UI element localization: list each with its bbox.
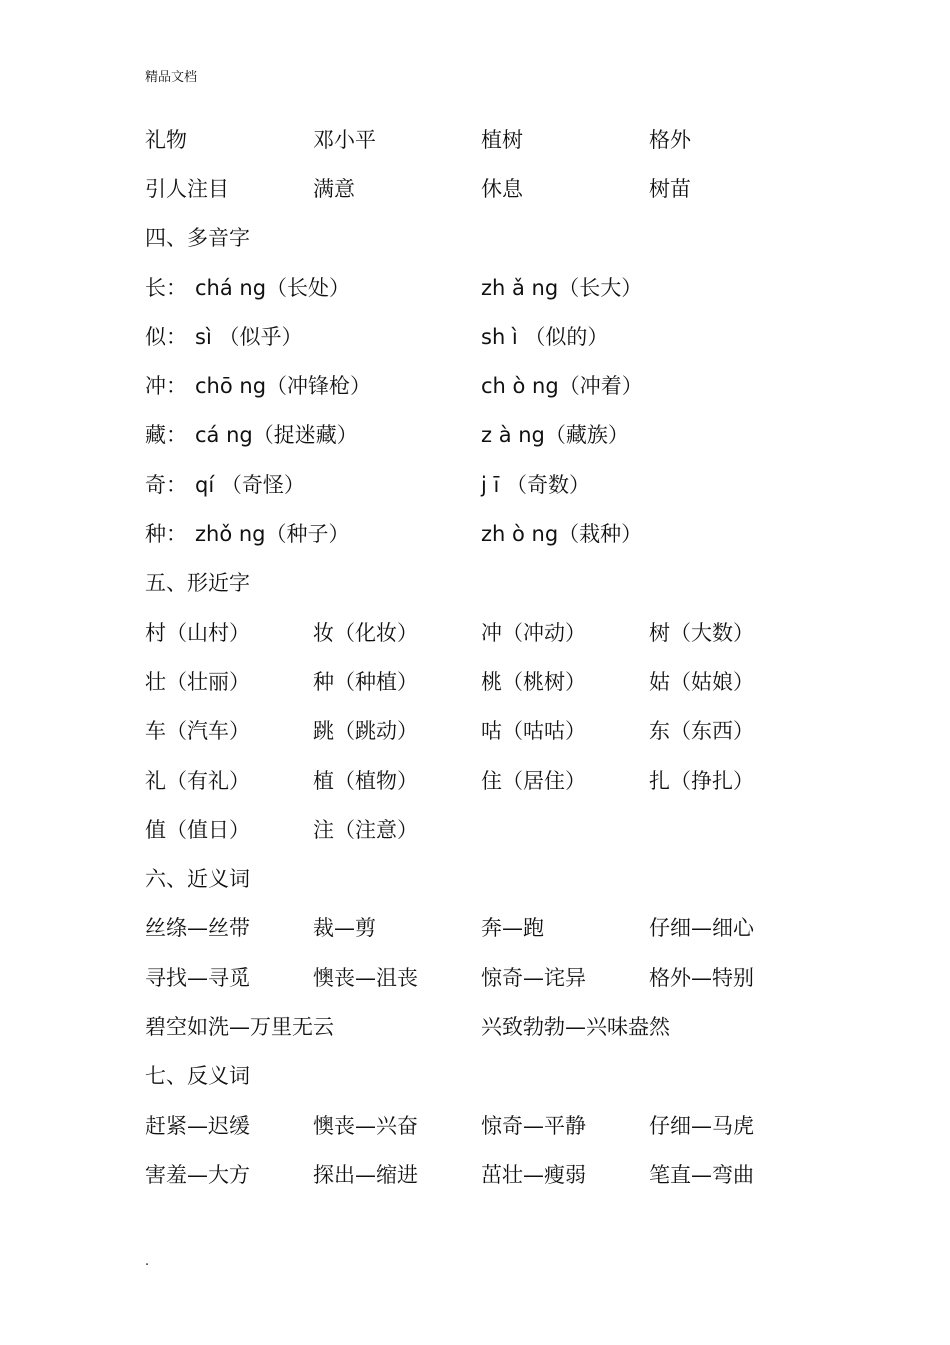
polyphonic-reading-group <box>145 419 481 449</box>
antonym-row <box>145 1100 835 1149</box>
section-heading: 六、近义词 <box>145 867 250 892</box>
similar-char: 注（注意） <box>313 817 418 842</box>
antonym-pair: 懊丧—兴奋 <box>313 1113 418 1138</box>
polyphonic-char: 种： <box>145 522 187 547</box>
similar-row <box>145 607 835 656</box>
reading-one: qí （奇怪） <box>195 472 305 497</box>
reading-two: sh ì （似的） <box>481 324 609 349</box>
section-heading: 五、形近字 <box>145 571 250 596</box>
similar-char: 车（汽车） <box>145 719 250 744</box>
polyphonic-reading-group <box>145 518 481 548</box>
page-header: 精品文档 <box>145 70 198 85</box>
reading-one: sì （似乎） <box>195 324 303 349</box>
similar-char: 扎（挣扎） <box>649 768 754 793</box>
reading-two: zh ǎ ng（长大） <box>481 275 643 300</box>
similar-char: 住（居住） <box>481 768 586 793</box>
similar-char: 咕（咕咕） <box>481 719 586 744</box>
similar-char: 桃（桃树） <box>481 669 586 694</box>
similar-char: 东（东西） <box>649 719 754 744</box>
similar-char: 礼（有礼） <box>145 768 250 793</box>
section-title-polyphonic <box>145 213 835 262</box>
similar-char: 值（值日） <box>145 817 250 842</box>
synonym-pair: 懊丧—沮丧 <box>313 965 418 990</box>
antonym-row <box>145 1149 835 1198</box>
vocab-word: 引人注目 <box>145 176 229 201</box>
antonym-pair: 赶紧—迟缓 <box>145 1113 250 1138</box>
reading-two: z à ng（藏族） <box>481 423 629 448</box>
vocab-row <box>145 114 835 163</box>
polyphonic-row <box>145 311 835 360</box>
polyphonic-row <box>145 508 835 557</box>
synonym-pair: 寻找—寻觅 <box>145 965 250 990</box>
vocab-word: 植树 <box>481 127 523 152</box>
polyphonic-reading-group <box>145 321 481 351</box>
polyphonic-reading-group <box>145 469 481 499</box>
similar-row <box>145 755 835 804</box>
polyphonic-row <box>145 360 835 409</box>
similar-char: 跳（跳动） <box>313 719 418 744</box>
antonym-pair: 害羞—大方 <box>145 1162 250 1187</box>
synonym-pair: 丝绦—丝带 <box>145 916 250 941</box>
synonym-row <box>145 952 835 1001</box>
synonym-pair: 惊奇—诧异 <box>481 965 586 990</box>
antonym-pair: 茁壮—瘦弱 <box>481 1162 586 1187</box>
polyphonic-char: 冲： <box>145 374 187 399</box>
vocab-row <box>145 163 835 212</box>
section-title-similar <box>145 558 835 607</box>
similar-char: 冲（冲动） <box>481 620 586 645</box>
polyphonic-reading-group <box>145 370 481 400</box>
antonym-pair: 笔直—弯曲 <box>649 1162 754 1187</box>
similar-row <box>145 656 835 705</box>
reading-two: j ī （奇数） <box>481 472 591 497</box>
section-heading: 四、多音字 <box>145 226 250 251</box>
vocab-word: 格外 <box>649 127 691 152</box>
synonym-row <box>145 903 835 952</box>
polyphonic-row <box>145 410 835 459</box>
similar-char: 村（山村） <box>145 620 250 645</box>
synonym-idiom-pair: 兴致勃勃—兴味盎然 <box>481 1014 670 1039</box>
vocab-word: 满意 <box>313 176 355 201</box>
synonym-pair: 格外—特别 <box>649 965 754 990</box>
synonym-wide-row <box>145 1001 835 1050</box>
similar-char: 植（植物） <box>313 768 418 793</box>
reading-two: ch ò ng（冲着） <box>481 374 643 399</box>
reading-two: zh ò ng（栽种） <box>481 522 643 547</box>
section-title-antonyms <box>145 1051 835 1100</box>
section-title-synonyms <box>145 853 835 902</box>
similar-char: 种（种植） <box>313 669 418 694</box>
similar-char: 壮（壮丽） <box>145 669 250 694</box>
reading-one: zhǒ ng（种子） <box>195 522 350 547</box>
section-heading: 七、反义词 <box>145 1064 250 1089</box>
antonym-pair: 仔细—马虎 <box>649 1113 754 1138</box>
polyphonic-char: 奇： <box>145 472 187 497</box>
polyphonic-char: 藏： <box>145 423 187 448</box>
reading-one: chō ng（冲锋枪） <box>195 374 372 399</box>
polyphonic-char: 长： <box>145 275 187 300</box>
synonym-idiom-pair: 碧空如洗—万里无云 <box>145 1014 334 1039</box>
polyphonic-row <box>145 459 835 508</box>
synonym-pair: 仔细—细心 <box>649 916 754 941</box>
antonym-pair: 惊奇—平静 <box>481 1113 586 1138</box>
page-footer-mark: . <box>145 1254 150 1269</box>
similar-char: 妆（化妆） <box>313 620 418 645</box>
vocab-word: 休息 <box>481 176 523 201</box>
vocab-word: 邓小平 <box>313 127 376 152</box>
synonym-pair: 奔—跑 <box>481 916 544 941</box>
similar-row <box>145 706 835 755</box>
polyphonic-char: 似： <box>145 324 187 349</box>
reading-one: chá ng（长处） <box>195 275 351 300</box>
similar-char: 姑（姑娘） <box>649 669 754 694</box>
similar-row <box>145 804 835 853</box>
reading-one: cá ng（捉迷藏） <box>195 423 358 448</box>
vocab-word: 礼物 <box>145 127 187 152</box>
document-body <box>145 114 835 1199</box>
vocab-word: 树苗 <box>649 176 691 201</box>
similar-char: 树（大数） <box>649 620 754 645</box>
polyphonic-reading-group <box>145 272 481 302</box>
polyphonic-row <box>145 262 835 311</box>
antonym-pair: 探出—缩进 <box>313 1162 418 1187</box>
synonym-pair: 裁—剪 <box>313 916 376 941</box>
